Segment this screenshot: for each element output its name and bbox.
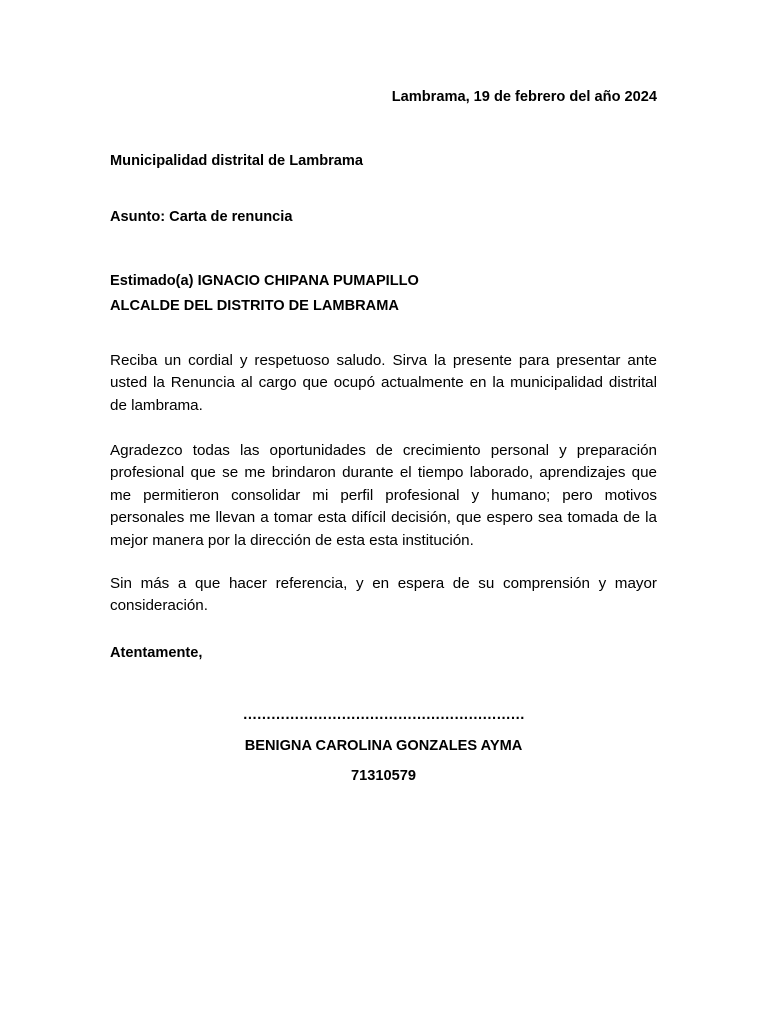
recipient-organization: Municipalidad distrital de Lambrama — [110, 153, 364, 169]
signer-id-number: 71310579 — [351, 768, 416, 784]
signer-name: BENIGNA CAROLINA GONZALES AYMA — [244, 738, 523, 754]
greeting-recipient-name: Estimado(a) IGNACIO CHIPANA PUMAPILLO — [110, 273, 419, 289]
signature-line: …………………………………………………… — [242, 707, 525, 723]
body-paragraph-1: Reciba un cordial y respetuoso saludo. Sirva la presente para presentar ante usted la Renuncia al cargo que ocupó actualmente en la municipalidad distrital de lambrama. — [110, 352, 657, 414]
subject-line: Asunto: Carta de renuncia — [110, 209, 293, 225]
closing: Atentamente, — [110, 645, 203, 661]
body-paragraph-2: Agradezco todas las oportunidades de crecimiento personal y preparación profesional que se me brindaron durante el tiempo laborado, aprendizajes que me permitieron consolidar mi perfil profesional y humano; pero motivos personales me llevan a tomar esta difícil decisión, que espero sea tomada de la mejor manera por la dirección de esta esta institución. — [110, 442, 657, 549]
place-date: Lambrama, 19 de febrero del año 2024 — [391, 89, 657, 105]
greeting-recipient-title: ALCALDE DEL DISTRITO DE LAMBRAMA — [110, 298, 399, 314]
body-paragraph-3: Sin más a que hacer referencia, y en espera de su comprensión y mayor consideración. — [110, 575, 657, 615]
